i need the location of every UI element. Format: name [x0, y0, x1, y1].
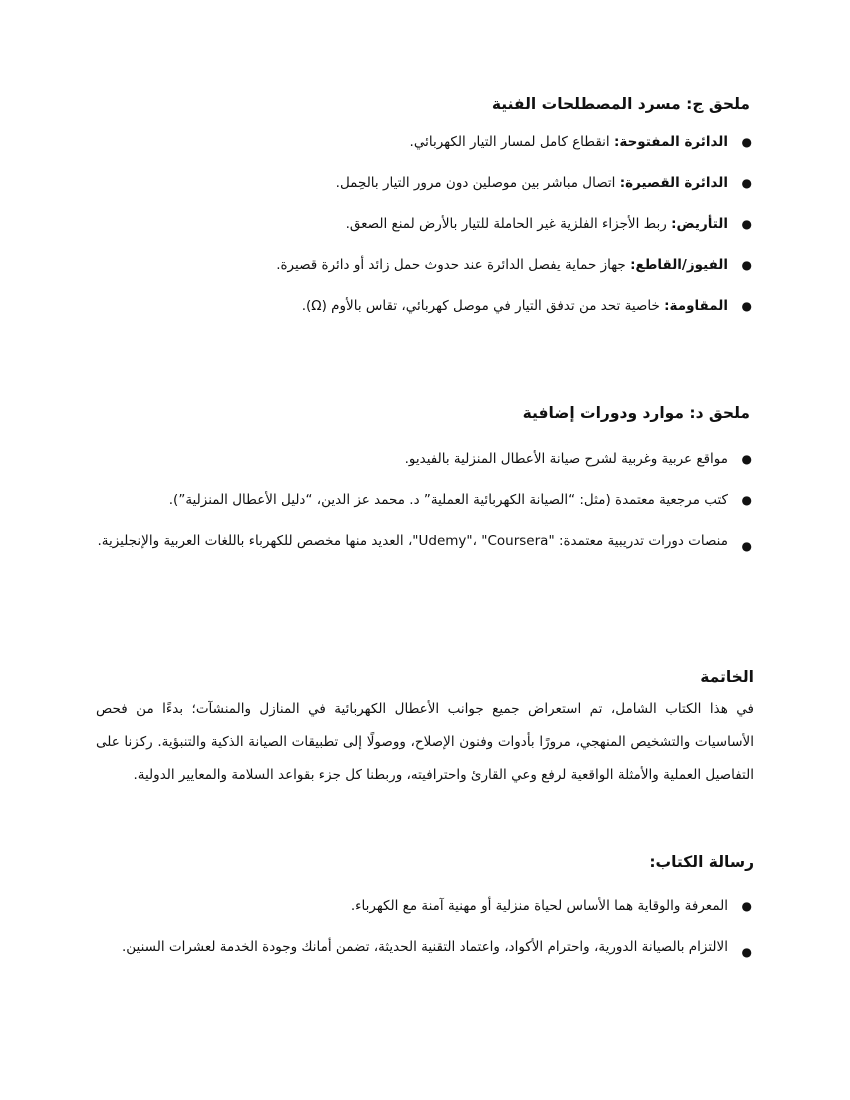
bullet-icon: ●: [741, 945, 752, 959]
book-message-title: رسالة الكتاب:: [649, 853, 754, 871]
resource-text: منصات دورات تدريبية معتمدة: "Udemy"، "Coursera"، العديد منها مخصص للكهرباء باللغات العربية والإنجليزية.: [97, 533, 728, 549]
resource-item: [96, 526, 754, 557]
glossary-item: [96, 214, 754, 234]
appendix-c-section: [96, 94, 754, 316]
glossary-term: التأريض:: [671, 216, 728, 232]
conclusion-paragraph: في هذا الكتاب الشامل، تم استعراض جميع جوانب الأعطال الكهربائية في المنازل والمنشآت؛ بدءًا من فحص الأساسيات والتشخيص المنهجي، مرورًا بأدوات وفنون الإصلاح، ووصولًا إلى تطبيقات الصيانة الذكية والتنبؤية. ركزنا على التفاصيل العملية والأمثلة الواقعية لرفع وعي القارئ واحترافيته، وربطنا كل جزء بقواعد السلامة والمعايير الدولية.: [96, 701, 754, 783]
glossary-item: [96, 132, 754, 152]
book-message-list: [96, 896, 754, 963]
glossary-definition: انقطاع كامل لمسار التيار الكهربائي.: [409, 134, 614, 150]
appendix-c-heading: [96, 94, 754, 114]
message-item: [96, 896, 754, 916]
bullet-icon: ●: [741, 539, 752, 553]
resource-item: [96, 449, 754, 469]
resource-text: مواقع عربية وغربية لشرح صيانة الأعطال المنزلية بالفيديو.: [404, 451, 728, 467]
glossary-item: [96, 173, 754, 193]
glossary-definition: جهاز حماية يفصل الدائرة عند حدوث حمل زائد أو دائرة قصيرة.: [276, 257, 631, 273]
resource-text: كتب مرجعية معتمدة (مثل: “الصيانة الكهربائية العملية” د. محمد عز الدين، “دليل الأعطال المنزلية”).: [168, 492, 728, 508]
bullet-icon: ●: [741, 176, 752, 190]
bullet-icon: ●: [741, 217, 752, 231]
bullet-icon: ●: [741, 493, 752, 507]
conclusion-section: [96, 667, 754, 792]
message-text: الالتزام بالصيانة الدورية، واحترام الأكواد، واعتماد التقنية الحديثة، تضمن أمانك وجودة الخدمة لعشرات السنين.: [121, 939, 728, 955]
message-item: [96, 932, 754, 963]
glossary-term: الدائرة المفتوحة:: [613, 134, 728, 150]
glossary-item: [96, 296, 754, 316]
glossary-term: الدائرة القصيرة:: [619, 175, 728, 191]
appendix-d-section: [96, 403, 754, 557]
conclusion-title: الخاتمة: [700, 668, 754, 686]
glossary-definition: ربط الأجزاء الفلزية غير الحاملة للتيار بالأرض لمنع الصعق.: [345, 216, 672, 232]
bullet-icon: ●: [741, 452, 752, 466]
appendix-d-heading: [96, 403, 754, 423]
bullet-icon: ●: [741, 258, 752, 272]
appendix-c-title: ملحق ج: مسرد المصطلحات الفنية: [491, 95, 750, 113]
bullet-icon: ●: [741, 135, 752, 149]
appendix-d-title: ملحق د: موارد ودورات إضافية: [522, 404, 750, 422]
glossary-term: الفيوز/القاطع:: [630, 257, 728, 273]
glossary-definition: خاصية تحد من تدفق التيار في موصل كهربائي، تقاس بالأوم (Ω).: [301, 298, 665, 314]
glossary-term: المقاومة:: [664, 298, 728, 314]
glossary-item: [96, 255, 754, 275]
glossary-definition: اتصال مباشر بين موصلين دون مرور التيار بالحِمل.: [335, 175, 620, 191]
resources-list: [96, 449, 754, 557]
message-text: المعرفة والوقاية هما الأساس لحياة منزلية أو مهنية آمنة مع الكهرباء.: [350, 898, 728, 914]
book-message-section: [96, 852, 754, 963]
document-page: [96, 0, 754, 1100]
glossary-list: [96, 132, 754, 316]
resource-item: [96, 490, 754, 510]
bullet-icon: ●: [741, 299, 752, 313]
bullet-icon: ●: [741, 899, 752, 913]
